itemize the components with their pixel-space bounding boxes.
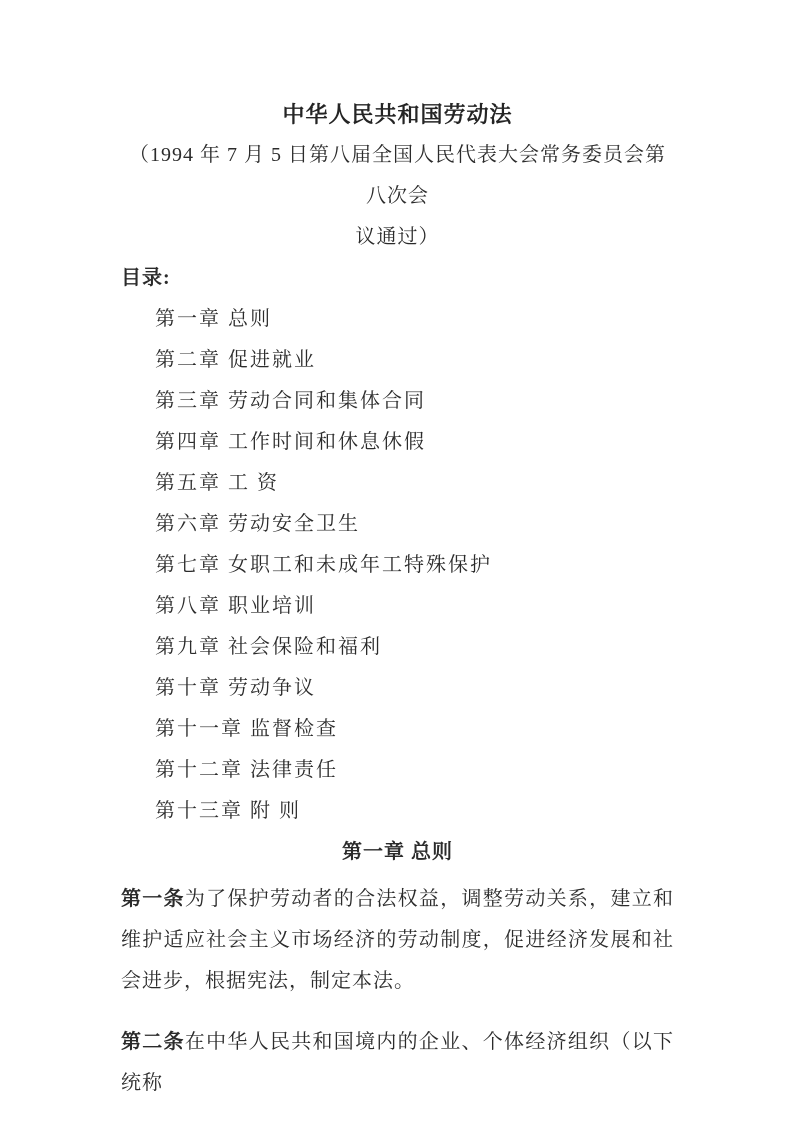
toc-item-chapter-1: 第一章 总则 [155,308,272,330]
toc-item-chapter-12: 第十二章 法律责任 [155,759,338,781]
toc-item-chapter-13: 第十三章 附 则 [155,800,301,822]
toc-item-chapter-4: 第四章 工作时间和休息休假 [155,431,426,453]
document-subtitle-line-1: （1994 年 7 月 5 日第八届全国人民代表大会常务委员会第八次会 [129,144,666,207]
document-title: 中华人民共和国劳动法 [282,102,513,127]
page-content [121,94,674,1123]
article-paragraph-1 [121,879,674,1002]
article-2-text: 在中华人民共和国境内的企业、个体经济组织（以下统称 [121,1031,675,1094]
article-2-label: 第二条 [121,1031,185,1053]
toc-item-chapter-10: 第十章 劳动争议 [155,677,316,699]
chapter-1-heading: 第一章 总则 [342,841,453,863]
toc-heading: 目录: [121,267,171,289]
toc-item-chapter-8: 第八章 职业培训 [155,595,316,617]
article-paragraph-2 [121,1022,674,1104]
document-subtitle-line-2: 议通过） [355,226,440,248]
toc-item-chapter-7: 第七章 女职工和未成年工特殊保护 [155,554,492,576]
toc-item-chapter-6: 第六章 劳动安全卫生 [155,513,360,535]
toc-item-chapter-9: 第九章 社会保险和福利 [155,636,382,658]
table-of-contents [121,299,674,832]
toc-item-chapter-5: 第五章 工 资 [155,472,279,494]
article-1-text: 为了保护劳动者的合法权益，调整劳动关系，建立和维护适应社会主义市场经济的劳动制度，促进经济发展和社会进步，根据宪法，制定本法。 [121,888,675,992]
toc-item-chapter-2: 第二章 促进就业 [155,349,316,371]
toc-item-chapter-3: 第三章 劳动合同和集体合同 [155,390,426,412]
article-1-label: 第一条 [121,888,185,910]
toc-item-chapter-11: 第十一章 监督检查 [155,718,338,740]
